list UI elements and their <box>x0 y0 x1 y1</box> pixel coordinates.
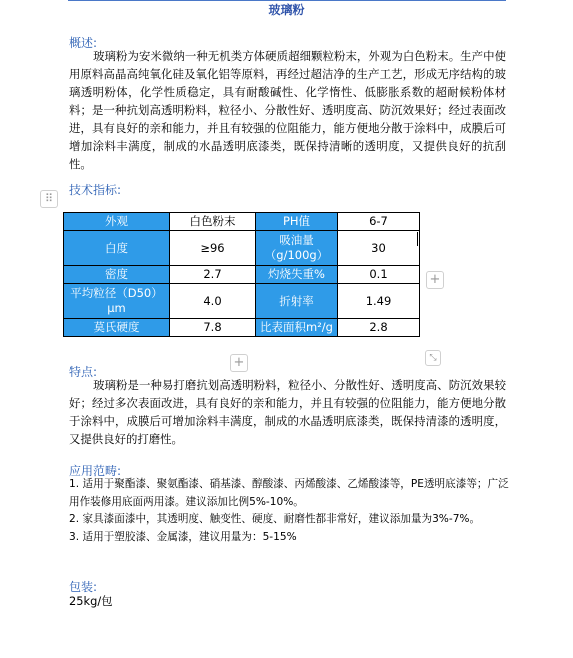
specs-heading: 技术指标: <box>69 183 122 197</box>
spec-label: 外观 <box>64 213 170 231</box>
spec-label: 莫氏硬度 <box>64 319 170 337</box>
spec-value[interactable]: 30 <box>338 231 420 266</box>
spec-value[interactable]: 7.8 <box>170 319 256 337</box>
spec-value[interactable]: 2.8 <box>338 319 420 337</box>
spec-value[interactable]: 白色粉末 <box>170 213 256 231</box>
resize-icon[interactable]: ⤡ <box>425 350 441 366</box>
add-column-button[interactable]: + <box>426 271 444 289</box>
spec-label-unit: μm <box>107 301 126 315</box>
spec-value[interactable]: ≥96 <box>170 231 256 266</box>
overview-heading: 概述: <box>69 36 98 50</box>
list-item: 3. 适用于塑胶漆、金属漆，建议用量为：5-15% <box>69 530 297 543</box>
spec-label-main: 平均粒径（D50） <box>70 286 163 300</box>
table-row <box>64 284 420 319</box>
table-row <box>64 266 420 284</box>
spec-label: 灼烧失重% <box>256 266 338 284</box>
specs-table <box>63 212 420 337</box>
spec-label: PH值 <box>256 213 338 231</box>
spec-label <box>256 231 338 266</box>
spec-value[interactable]: 1.49 <box>338 284 420 319</box>
packaging-text: 25kg/包 <box>69 594 113 608</box>
spec-label: 比表面积m²/g <box>256 319 338 337</box>
overview-paragraph <box>69 47 506 173</box>
spec-label: 密度 <box>64 266 170 284</box>
document-title: 玻璃粉 <box>268 3 305 17</box>
table-row <box>64 319 420 337</box>
spec-label-unit: （g/100g） <box>264 248 329 262</box>
add-row-button[interactable]: + <box>230 354 248 372</box>
applications-list <box>69 476 509 546</box>
spec-label: 白度 <box>64 231 170 266</box>
spec-label: 折射率 <box>256 284 338 319</box>
features-paragraph <box>69 376 506 448</box>
table-row <box>64 231 420 266</box>
text-cursor <box>417 232 418 246</box>
spec-value[interactable]: 2.7 <box>170 266 256 284</box>
spec-value[interactable]: 0.1 <box>338 266 420 284</box>
list-item: 1. 适用于聚酯漆、聚氨酯漆、硝基漆、醇酸漆、丙烯酸漆、乙烯酸漆等，PE透明底漆等；广泛用作装修用底面两用漆。建议添加比例5%-10%。 <box>69 478 509 508</box>
drag-handle-icon[interactable]: ⠿ <box>40 190 58 208</box>
spec-value[interactable]: 4.0 <box>170 284 256 319</box>
table-row <box>64 213 420 231</box>
packaging-heading: 包装: <box>69 580 98 594</box>
applications-heading: 应用范畴: <box>69 464 122 478</box>
features-heading: 特点: <box>69 365 98 379</box>
list-item: 2. 家具漆面漆中，其透明度、触变性、硬度、耐磨性都非常好，建议添加量为3%-7%。 <box>69 513 481 525</box>
spec-value[interactable]: 6-7 <box>338 213 420 231</box>
overview-text: 玻璃粉为安米微纳一种无机类方体硬质超细颗粒粉末，外观为白色粉末。生产中使用原料高晶高纯氧化硅及氧化铝等原料，再经过超洁净的生产工艺，形成无序结构的玻璃透明粉体，化学性质稳定，具有耐酸碱性、化学惰性、低膨胀系数的超耐候粉体材料；是一种抗划高透明粉料，粒径小、分散性好、透明度高、防沉效果好；经过表面改进，具有良好的亲和能力，并且有较强的位阻能力，能方便地分散于涂料中，成膜后可增加涂料丰满度，制成的水晶透明底漆类，既保持清晰的透明度，又提供良好的抗刮性。 <box>69 49 506 171</box>
features-text: 玻璃粉是一种易打磨抗划高透明粉料，粒径小、分散性好、透明度高、防沉效果较好；经过多次表面改进，具有良好的亲和能力，并且有较强的位阻能力，能方便地分散于涂料中，成膜后可增加涂料丰满度，制成的水晶透明底漆类，既保持清漆的透明度，又提供良好的打磨性。 <box>69 378 506 446</box>
spec-label <box>64 284 170 319</box>
spec-label-main: 吸油量 <box>279 233 314 247</box>
